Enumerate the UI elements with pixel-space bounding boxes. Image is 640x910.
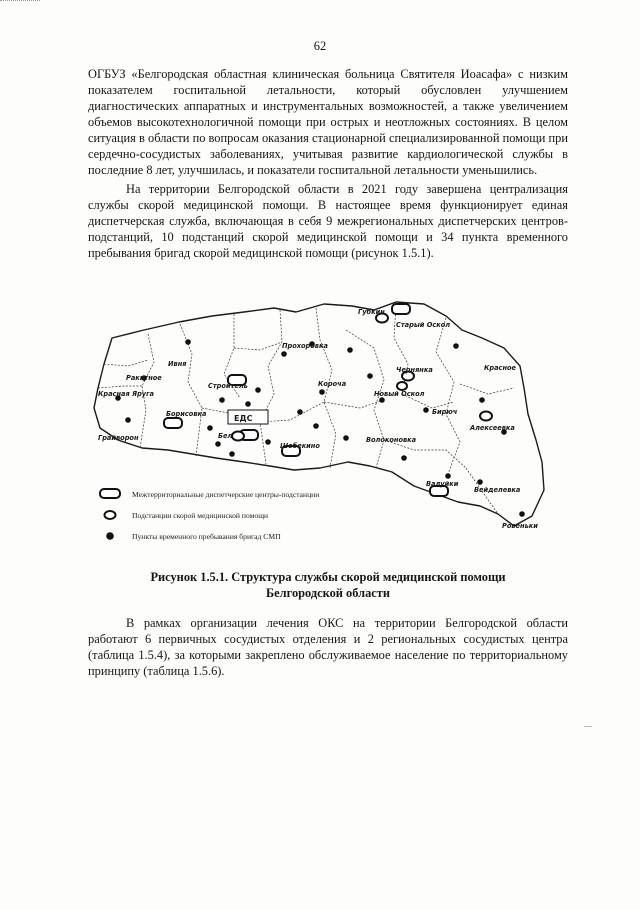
brigade-point-icon: [343, 435, 349, 441]
brigade-point-icon: [245, 401, 251, 407]
legend-dispatch-label: Межтерриториальные диспетчерские центры-подстанции: [132, 490, 320, 499]
brigade-point-icon: [519, 511, 525, 517]
city-label-ivnya: Ивня: [168, 360, 187, 368]
legend-substation-icon: [105, 511, 116, 519]
city-label-chernyanka: Чернянка: [396, 366, 433, 374]
region-map-svg: [84, 290, 564, 552]
city-label-eds: ЕДС: [234, 414, 253, 423]
brigade-point-icon: [347, 347, 353, 353]
city-label-shebekino: Шебекино: [280, 442, 320, 450]
city-label-gubkin: Губкин: [358, 308, 385, 316]
legend-dispatch-icon: [100, 489, 120, 498]
brigade-point-icon: [453, 343, 459, 349]
paragraph-hospital-outcomes: ОГБУЗ «Белгородская областная клиническая больница Святителя Иоасафа» с низким показателем госпитальной летальности, который обусловлен улучшением диагностических аппаратных и инструментальных возможностей, а также увеличением объемов высокотехнологичной помощи при острых и неотложных состояниях. В целом ситуация в области по вопросам оказания стационарной специализированной помощи при сердечно-сосудистых заболеваниях, учитывая развитие кардиологической службы в последние 8 лет, улучшилась, и показатели госпитальной летальности уменьшились.: [88, 67, 568, 177]
city-label-rovenki: Ровеньки: [502, 522, 538, 530]
city-label-krasnaya-yaruga: Красная Яруга: [98, 390, 154, 398]
brigade-point-icon: [477, 479, 483, 485]
city-label-valuyki: Валуйки: [426, 480, 459, 488]
scan-corner-mark: [0, 0, 40, 4]
caption-line-1: Рисунок 1.5.1. Структура службы скорой медицинской помощи: [150, 570, 506, 584]
dispatch-centers: [164, 304, 451, 496]
city-label-rakitnoe: Ракитное: [126, 374, 162, 382]
brigade-point-icon: [313, 423, 319, 429]
city-label-alekseevka: Алексеевка: [470, 424, 515, 432]
city-label-volokonovka: Волоконовка: [366, 436, 417, 444]
brigade-point-icon: [219, 397, 225, 403]
legend-point-icon: [106, 532, 114, 540]
city-label-belgorod: Бел: [218, 432, 233, 440]
dispatch-icon-stary-oskol: [392, 304, 410, 314]
city-label-grayvoron: Грайворон: [98, 434, 139, 442]
legend-substation-label: Подстанции скорой медицинской помощи: [132, 511, 269, 520]
map-legend: [100, 489, 319, 541]
brigade-point-icon: [445, 473, 451, 479]
city-label-borisovka: Борисовка: [166, 410, 207, 418]
paragraph-acs-treatment: В рамках организации лечения ОКС на территории Белгородской области работают 6 первичных сосудистых отделения и 2 региональных сосудистых центра (таблица 1.5.4), за которыми закреплено обслуживаемое население по территориальному принципу (таблица 1.5.6).: [88, 616, 568, 678]
ems-structure-map: [84, 290, 564, 552]
brigade-point-icon: [423, 407, 429, 413]
city-label-biryuch: Бирюч: [432, 408, 458, 416]
city-label-veydelevka: Вейделевка: [474, 486, 521, 494]
substation-icon-belgorod: [232, 432, 244, 441]
city-label-prokhorovka: Прохоровка: [282, 342, 328, 350]
city-label-stary-oskol: Старый Оскол: [396, 321, 451, 329]
brigade-point-icon: [379, 397, 385, 403]
brigade-point-icon: [185, 339, 191, 345]
brigade-point-icon: [265, 439, 271, 445]
legend-point-label: Пункты временного пребывания бригад СМП: [132, 532, 281, 541]
substation-icon-novy-oskol: [397, 382, 407, 390]
scan-edge-mark: [584, 726, 592, 727]
brigade-point-icon: [297, 409, 303, 415]
brigade-point-icon: [367, 373, 373, 379]
dispatch-icon-borisovka: [164, 418, 182, 428]
city-label-krasnoe: Красное: [484, 364, 517, 372]
paragraph-ems-centralization: На территории Белгородской области в 2021 году завершена централизация службы скорой медицинской помощи. В настоящее время функционирует единая диспетчерская служба, включающая в себя 9 межрегиональных диспетчерских центров-подстанций, 10 подстанций скорой медицинской помощи и 34 пункта временного пребывания бригад скорой медицинской помощи (рисунок 1.5.1).: [88, 182, 568, 260]
city-label-korocha: Короча: [318, 380, 347, 388]
page-number: 62: [313, 39, 327, 53]
substation-icon-alekseevka: [480, 412, 492, 421]
brigade-point-icon: [207, 425, 213, 431]
caption-line-2: Белгородской области: [265, 586, 390, 600]
brigade-point-icon: [401, 455, 407, 461]
brigade-point-icon: [125, 417, 131, 423]
brigade-point-icon: [281, 351, 287, 357]
brigade-point-icon: [255, 387, 261, 393]
brigade-point-icon: [479, 397, 485, 403]
figure-caption: [88, 569, 568, 601]
city-label-stroitel: Строитель: [208, 382, 248, 390]
brigade-point-icon: [229, 451, 235, 457]
brigade-point-icon: [319, 389, 325, 395]
city-label-novy-oskol: Новый Оскол: [374, 390, 425, 398]
brigade-point-icon: [215, 441, 221, 447]
